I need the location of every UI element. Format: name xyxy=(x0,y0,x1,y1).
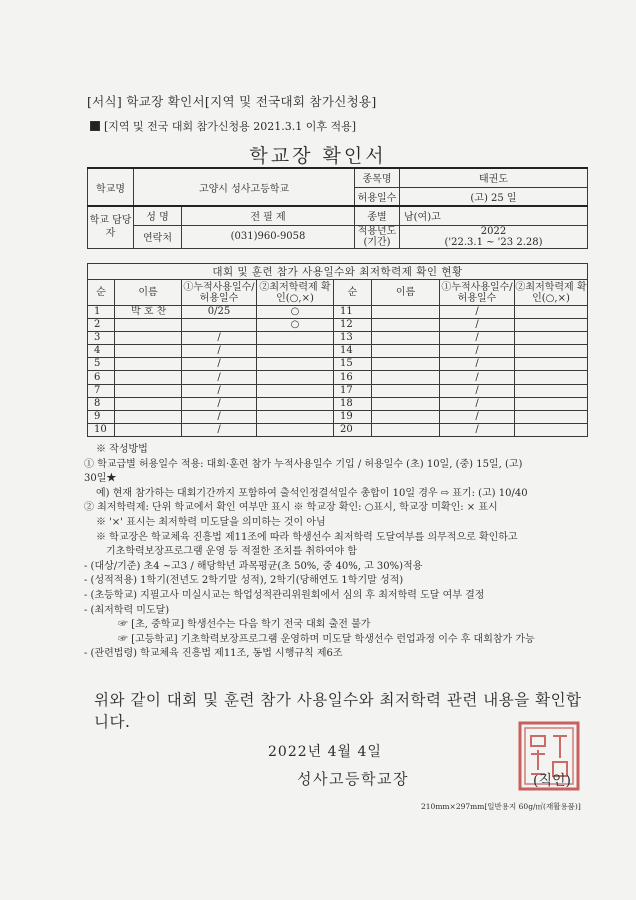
row-check xyxy=(257,358,334,371)
row-days: / xyxy=(440,319,515,332)
row-name xyxy=(372,423,440,436)
row-check: ○ xyxy=(257,306,334,319)
row-days: / xyxy=(182,358,257,371)
period-value xyxy=(400,225,588,248)
issuer-name: 성사고등학교장 xyxy=(297,770,409,788)
row-days: / xyxy=(440,384,515,397)
row-days: / xyxy=(182,397,257,410)
school-label: 학교명 xyxy=(88,168,134,206)
row-name xyxy=(372,345,440,358)
school-name: 고양시 성사고등학교 xyxy=(134,168,355,206)
note-line: ① 학교급별 허용일수 적용: 대회·훈련 참가 누적사용일수 기입 / 허용일수 (초) 10일, (중) 15일, (고) xyxy=(84,458,523,470)
col-no-right: 순 xyxy=(334,280,372,306)
form-label: [서식] 학교장 확인서[지역 및 전국대회 참가신청용] xyxy=(87,94,377,109)
row-name xyxy=(115,423,182,436)
row-no: 12 xyxy=(334,319,372,332)
row-no: 8 xyxy=(88,397,115,410)
row-name xyxy=(115,397,182,410)
row-days: / xyxy=(182,384,257,397)
row-name xyxy=(372,371,440,384)
row-days: / xyxy=(440,345,515,358)
row-days: / xyxy=(182,345,257,358)
note-line: ☞ [초, 중학교] 학생선수는 다음 학기 전국 대회 출전 불가 xyxy=(118,619,371,631)
row-days: / xyxy=(182,371,257,384)
sport-value: 태권도 xyxy=(400,168,588,187)
table-row xyxy=(88,397,588,410)
row-no: 5 xyxy=(88,358,115,371)
row-name xyxy=(115,371,182,384)
staff-label: 학교 담당자 xyxy=(88,206,134,248)
contact-label: 연락처 xyxy=(134,225,182,248)
row-check xyxy=(515,371,588,384)
row-days: / xyxy=(440,397,515,410)
school-info-table xyxy=(87,167,588,249)
note-line: 30일★ xyxy=(84,473,117,485)
row-name xyxy=(115,319,182,332)
table-row xyxy=(88,410,588,423)
year-value: 2022 xyxy=(480,225,507,237)
col-name: 이름 xyxy=(115,280,182,306)
row-name xyxy=(372,319,440,332)
table-row xyxy=(88,384,588,397)
row-days: / xyxy=(182,423,257,436)
row-check xyxy=(257,423,334,436)
col-check-right: ②최저학력제 확인(○,×) xyxy=(515,281,587,304)
contact-value: (031)960-9058 xyxy=(182,225,355,248)
confirmation-statement: 위와 같이 대회 및 훈련 참가 사용일수와 최저학력 관련 내용을 확인합니다. xyxy=(94,691,582,731)
gender-value: 남(여)고 xyxy=(400,206,588,225)
note-line: - (초등학교) 지필고사 미실시교는 학업성적관리위원회에서 심의 후 최저학력 도달 여부 결정 xyxy=(84,589,485,601)
status-header-row xyxy=(88,280,588,306)
col-check: ②최저학력제 확인(○,×) xyxy=(257,280,334,306)
row-check xyxy=(515,345,588,358)
row-name: 박 호 찬 xyxy=(115,306,182,319)
row-check xyxy=(257,371,334,384)
name-label: 성 명 xyxy=(134,206,182,225)
col-name-right: 이름 xyxy=(372,280,440,306)
note-line: 기초학력보장프로그램 운영 등 적절한 조치를 취하여야 함 xyxy=(106,546,357,558)
row-check xyxy=(515,397,588,410)
row-days: / xyxy=(440,423,515,436)
table-row xyxy=(88,371,588,384)
row-name xyxy=(372,332,440,345)
row-name xyxy=(115,410,182,423)
row-days: / xyxy=(182,410,257,423)
allowed-label: 허용일수 xyxy=(355,187,400,206)
notes-heading: ※ 작성방법 xyxy=(96,444,148,455)
note-line: 예) 현재 참가하는 대회기간까지 포함하여 출석인정결석일수 총합이 10일 경우 ⇨ 표기: (고) 10/40 xyxy=(96,487,528,499)
name-value: 전 필 제 xyxy=(182,206,355,225)
row-check xyxy=(515,332,588,345)
gender-label: 종별 xyxy=(355,206,400,225)
row-check xyxy=(257,410,334,423)
row-name xyxy=(372,397,440,410)
row-check xyxy=(515,384,588,397)
row-no: 7 xyxy=(88,384,115,397)
row-no: 14 xyxy=(334,345,372,358)
row-no: 18 xyxy=(334,397,372,410)
row-days: / xyxy=(440,332,515,345)
row-name xyxy=(372,306,440,319)
row-no: 16 xyxy=(334,371,372,384)
instructions xyxy=(84,443,599,662)
row-check xyxy=(515,306,588,319)
row-name xyxy=(372,384,440,397)
note-line: - (최저학력 미도달) xyxy=(84,604,170,616)
row-days xyxy=(182,319,257,332)
row-days: / xyxy=(440,410,515,423)
row-name xyxy=(372,358,440,371)
row-days: / xyxy=(440,306,515,319)
row-no: 3 xyxy=(88,332,115,345)
note-line: - (성적적용) 1학기(전년도 2학기말 성적), 2학기(당해연도 1학기말 성적) xyxy=(84,575,404,587)
row-days: 0/25 xyxy=(182,306,257,319)
row-no: 17 xyxy=(334,384,372,397)
row-check xyxy=(257,397,334,410)
row-check xyxy=(515,423,588,436)
period-range: ('22.3.1 ~ '23 2.28) xyxy=(444,236,543,248)
row-no: 11 xyxy=(334,306,372,319)
table-row xyxy=(88,423,588,436)
row-name xyxy=(115,332,182,345)
row-check xyxy=(515,319,588,332)
row-check xyxy=(257,345,334,358)
seal-label: (직인) xyxy=(533,773,571,789)
row-no: 15 xyxy=(334,358,372,371)
applies-note xyxy=(90,118,356,134)
square-bullet-icon xyxy=(90,121,100,131)
row-days: / xyxy=(440,371,515,384)
table-row xyxy=(88,345,588,358)
row-name xyxy=(115,358,182,371)
row-no: 9 xyxy=(88,410,115,423)
col-days-right: ①누적사용일수/ 허용일수 xyxy=(441,281,513,304)
row-days: / xyxy=(440,358,515,371)
note-line: ※ '×' 표시는 최저학력 미도달을 의미하는 것이 아님 xyxy=(96,516,326,528)
paper-spec: 210mm×297mm[일반용지 60g/㎡(재활용품)] xyxy=(421,802,581,811)
row-check: ○ xyxy=(257,319,334,332)
note-line: - (대상/기준) 초4 ~고3 / 해당학년 과목평균(초 50%, 중 40%, 고 30%)적용 xyxy=(84,560,423,572)
row-check xyxy=(257,332,334,345)
row-no: 19 xyxy=(334,410,372,423)
note-line: ☞ [고등학교] 기초학력보장프로그램 운영하며 미도달 학생선수 런업과정 이수 후 대회참가 가능 xyxy=(118,633,535,645)
row-no: 13 xyxy=(334,332,372,345)
row-no: 6 xyxy=(88,371,115,384)
note-line: - (관련법령) 학교체육 진흥법 제11조, 동법 시행규칙 제6조 xyxy=(84,648,343,660)
row-no: 20 xyxy=(334,423,372,436)
table-row xyxy=(88,306,588,319)
period-label: 적용년도 (기간) xyxy=(355,225,400,248)
row-name xyxy=(372,410,440,423)
row-name xyxy=(115,345,182,358)
sport-label: 종목명 xyxy=(355,168,400,187)
row-no: 4 xyxy=(88,345,115,358)
applies-text: [지역 및 전국 대회 참가신청용 2021.3.1 이후 적용] xyxy=(104,120,357,133)
allowed-value: (고) 25 일 xyxy=(400,187,588,206)
note-line: ② 최저학력제: 단위 학교에서 확인 여부만 표시 ※ 학교장 확인: ○표시, 학교장 미확인: × 표시 xyxy=(84,502,498,514)
col-no: 순 xyxy=(88,280,115,306)
row-check xyxy=(515,358,588,371)
issue-date: 2022년 4월 4일 xyxy=(268,744,382,760)
status-table xyxy=(87,263,588,437)
row-no: 10 xyxy=(88,423,115,436)
table-row xyxy=(88,332,588,345)
row-check xyxy=(515,410,588,423)
row-no: 2 xyxy=(88,319,115,332)
col-days: ①누적사용일수/ 허용일수 xyxy=(183,281,255,304)
table-row xyxy=(88,358,588,371)
page-title: 학교장 확인서 xyxy=(249,145,387,167)
row-check xyxy=(257,384,334,397)
row-no: 1 xyxy=(88,306,115,319)
note-line: ※ 학교장은 학교체육 진흥법 제11조에 따라 학생선수 최저학력 도달여부를 의무적으로 확인하고 xyxy=(96,531,518,543)
row-name xyxy=(115,384,182,397)
row-days: / xyxy=(182,332,257,345)
table-row xyxy=(88,319,588,332)
status-caption: 대회 및 훈련 참가 사용일수와 최저학력제 확인 현황 xyxy=(88,264,588,280)
